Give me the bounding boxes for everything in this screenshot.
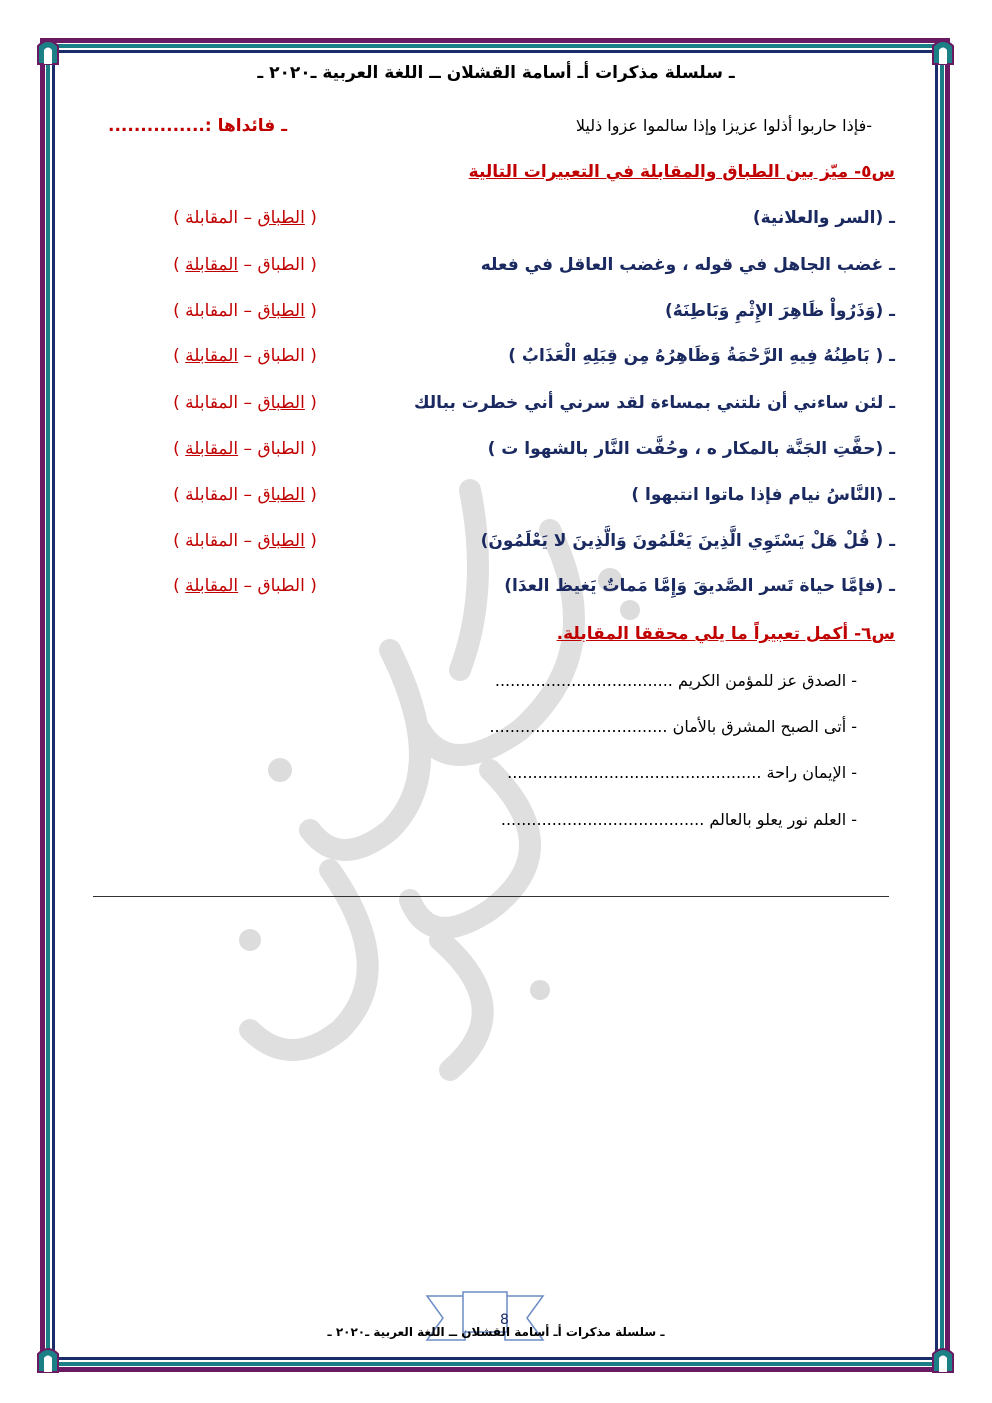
answer-choice[interactable]: ( الطباق – المقابلة ) xyxy=(173,393,317,413)
intro-verse: -فإذا حاربوا أذلوا عزيزا وإذا سالموا عزوا ذليلا xyxy=(575,116,872,135)
choice-separator: – xyxy=(238,208,258,228)
page-footer: ـ سلسلة مذكرات أـ أسامة القشلان ــ اللغة العربية ـ٢٠٢٠ ـ xyxy=(327,1325,665,1339)
corner-ornament-icon xyxy=(36,1344,60,1374)
choice-muqabala[interactable]: المقابلة xyxy=(185,255,239,275)
choice-muqabala[interactable]: المقابلة xyxy=(185,208,239,228)
question-5-item: ـ ( قُلْ هَلْ يَسْتَوِي الَّذِينَ يَعْلَمُونَ وَالَّذِينَ لا يَعْلَمُونَ) xyxy=(480,531,895,551)
choice-separator: – xyxy=(238,255,258,275)
question-6-item[interactable]: - أتى الصبح المشرق بالأمان ................................... xyxy=(489,717,857,736)
corner-ornament-icon xyxy=(931,1344,955,1374)
choice-muqabala[interactable]: المقابلة xyxy=(185,485,239,505)
choice-tibaq[interactable]: الطباق xyxy=(257,485,305,505)
choice-separator: – xyxy=(238,346,258,366)
question-5-item: ـ (حفَّتِ الجَنَّة بالمكار ه ، وحُفَّت النَّار بالشهوا ت ) xyxy=(487,439,895,459)
choice-tibaq[interactable]: الطباق xyxy=(257,255,305,275)
choice-tibaq[interactable]: الطباق xyxy=(257,301,305,321)
watermark-calligraphy xyxy=(190,470,710,1110)
choice-separator: – xyxy=(238,301,258,321)
choice-muqabala[interactable]: المقابلة xyxy=(185,576,239,596)
question-6-title: س٦- أكمل تعبيراً ما يلي محققا المقابلة. xyxy=(556,624,895,644)
answer-choice[interactable]: ( الطباق – المقابلة ) xyxy=(173,255,317,275)
question-5-item: ـ (فإمَّا حياة تَسر الصَّديقَ وَإِمَّا مَماتٌ يَغيظ العدَا) xyxy=(504,576,895,596)
page-number: 8 xyxy=(500,1312,509,1328)
answer-choice[interactable]: ( الطباق – المقابلة ) xyxy=(173,301,317,321)
choice-tibaq[interactable]: الطباق xyxy=(257,439,305,459)
choice-tibaq[interactable]: الطباق xyxy=(257,208,305,228)
answer-choice[interactable]: ( الطباق – المقابلة ) xyxy=(173,485,317,505)
question-6-item[interactable]: - الصدق عز للمؤمن الكريم ................................... xyxy=(494,671,857,690)
question-5-item: ـ (وَذَرُواْ ظَاهِرَ الإِثْمِ وَبَاطِنَهُ) xyxy=(664,301,895,321)
question-6-item[interactable]: - العلم نور يعلو بالعالم ........................................ xyxy=(500,810,857,829)
question-5-item: ـ (السر والعلانية) xyxy=(752,208,895,228)
choice-tibaq[interactable]: الطباق xyxy=(257,393,305,413)
question-5-item: ـ غضب الجاهل في قوله ، وغضب العاقل في فعله xyxy=(480,255,895,275)
corner-ornament-icon xyxy=(931,36,955,66)
choice-muqabala[interactable]: المقابلة xyxy=(185,346,239,366)
choice-separator: – xyxy=(238,485,258,505)
choice-separator: – xyxy=(238,439,258,459)
corner-ornament-icon xyxy=(36,36,60,66)
answer-choice[interactable]: ( الطباق – المقابلة ) xyxy=(173,439,317,459)
choice-muqabala[interactable]: المقابلة xyxy=(185,393,239,413)
page-header: ـ سلسلة مذكرات أـ أسامة القشلان ــ اللغة العربية ـ٢٠٢٠ ـ xyxy=(257,63,735,83)
choice-tibaq[interactable]: الطباق xyxy=(257,576,305,596)
divider-line xyxy=(93,896,889,897)
choice-separator: – xyxy=(238,393,258,413)
answer-choice[interactable]: ( الطباق – المقابلة ) xyxy=(173,576,317,596)
question-5-item: ـ ( بَاطِنُهُ فِيهِ الرَّحْمَةُ وَظَاهِرُهُ مِن قِبَلِهِ الْعَذَابُ ) xyxy=(508,346,895,366)
question-5-item: ـ لئن ساءني أن نلتني بمساءة لقد سرني أني خطرت ببالك xyxy=(413,393,895,413)
choice-separator: – xyxy=(238,576,258,596)
choice-tibaq[interactable]: الطباق xyxy=(257,531,305,551)
question-6-item[interactable]: - الإيمان راحة .................................................. xyxy=(507,763,857,782)
choice-muqabala[interactable]: المقابلة xyxy=(185,531,239,551)
choice-muqabala[interactable]: المقابلة xyxy=(185,301,239,321)
intro-benefit: ـ فائداها :............... xyxy=(108,116,288,136)
question-5-item: ـ (النَّاسُ نيام فإذا ماتوا انتبهوا ) xyxy=(631,485,895,505)
answer-choice[interactable]: ( الطباق – المقابلة ) xyxy=(173,208,317,228)
choice-muqabala[interactable]: المقابلة xyxy=(185,439,239,459)
answer-choice[interactable]: ( الطباق – المقابلة ) xyxy=(173,531,317,551)
choice-tibaq[interactable]: الطباق xyxy=(257,346,305,366)
answer-choice[interactable]: ( الطباق – المقابلة ) xyxy=(173,346,317,366)
choice-separator: – xyxy=(238,531,258,551)
question-5-title: س٥- ميّز بين الطباق والمقابلة في التعبيرات التالية xyxy=(468,162,895,182)
